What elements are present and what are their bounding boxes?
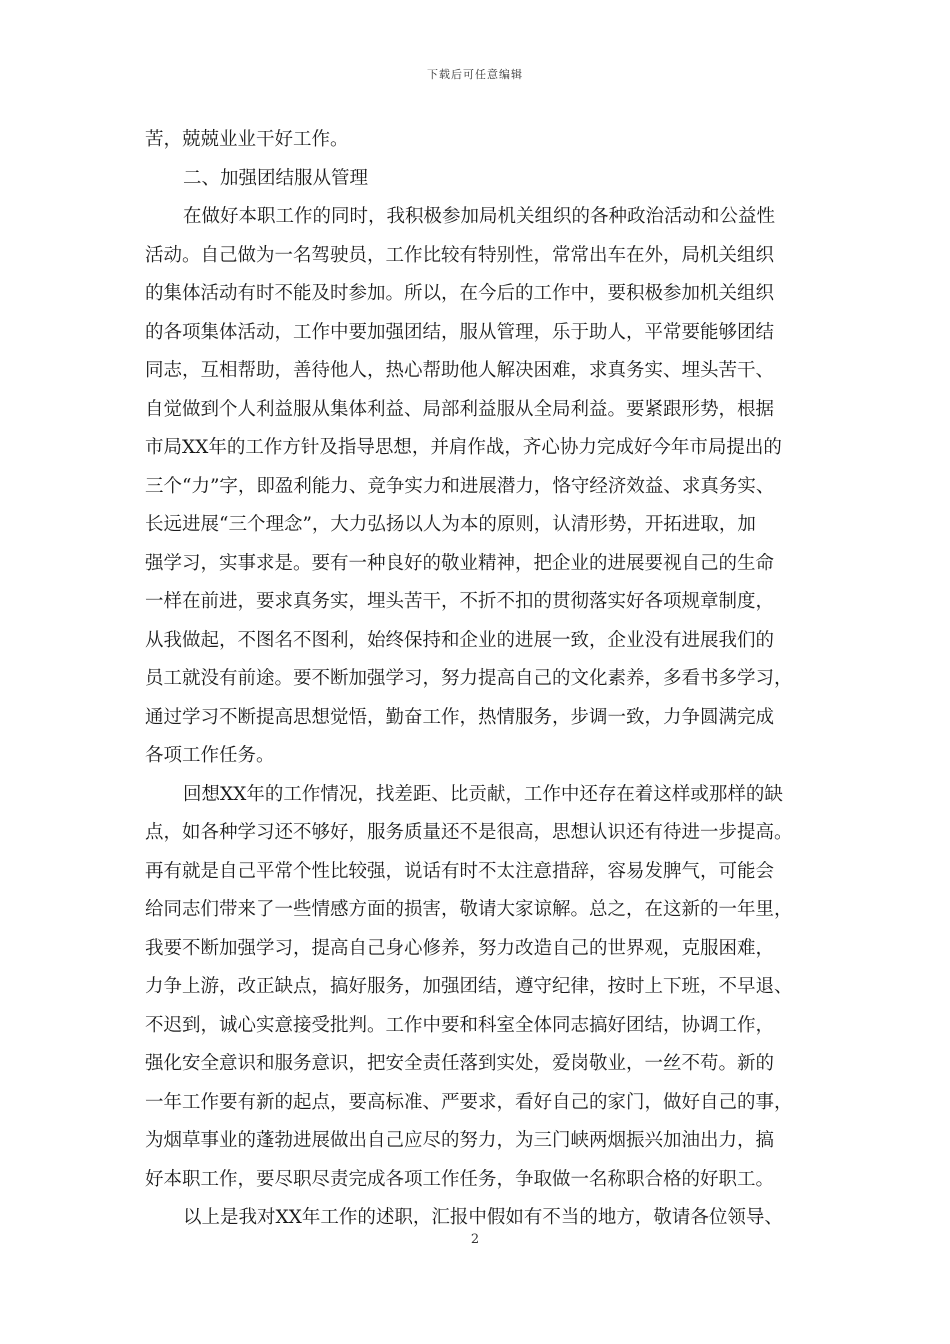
text-line: 强学习，实事求是。要有一种良好的敬业精神，把企业的进展要视自己的生命: [145, 552, 775, 574]
text-line: 不迟到，诚心实意接受批判。工作中要和科室全体同志搞好团结，协调工作，: [145, 1014, 775, 1036]
text-line: 的各项集体活动，工作中要加强团结，服从管理，乐于助人，平常要能够团结: [145, 321, 775, 343]
page-header: 下载后可任意编辑: [427, 68, 523, 81]
text-line: 在做好本职工作的同时，我积极参加局机关组织的各种政治活动和公益性: [183, 206, 776, 227]
section-heading: 二、加强团结服从管理: [183, 167, 369, 189]
text-line: 同志，互相帮助，善待他人，热心帮助他人解决困难，求真务实、埋头苦干、: [145, 360, 775, 381]
text-line: 力争上游，改正缺点，搞好服务，加强团结，遵守纪律，按时上下班，不早退、: [145, 976, 793, 997]
text-line: 回想XX年的工作情况，找差距、比贡献，工作中还存在着这样或那样的缺: [183, 783, 783, 805]
text-line: 通过学习不断提高思想觉悟，勤奋工作，热情服务，步调一致，力争圆满完成: [145, 706, 775, 728]
text-line: 市局XX年的工作方针及指导思想，并肩作战，齐心协力完成好今年市局提出的: [145, 437, 782, 458]
text-line: 给同志们带来了一些情感方面的损害，敬请大家谅解。总之，在这新的一年里，: [145, 899, 793, 920]
text-line: 员工就没有前途。要不断加强学习，努力提高自己的文化素养，多看书多学习，: [145, 668, 793, 689]
text-line: 再有就是自己平常个性比较强，说话有时不太注意措辞，容易发脾气，可能会: [145, 860, 775, 882]
document-body: [145, 121, 810, 1238]
text-line: 一样在前进，要求真务实，埋头苦干，不折不扣的贯彻落实好各项规章制度，: [145, 591, 775, 612]
text-line: 的集体活动有时不能及时参加。所以，在今后的工作中，要积极参加机关组织: [145, 283, 775, 304]
text-line: 活动。自己做为一名驾驶员，工作比较有特别性，常常出车在外，局机关组织: [145, 244, 775, 266]
text-line: 好本职工作，要尽职尽责完成各项工作任务，争取做一名称职合格的好职工。: [145, 1168, 775, 1190]
text-line: 三个“力”字，即盈利能力、竞争实力和进展潜力，恪守经济效益、求真务实、: [145, 475, 775, 497]
text-line: 一年工作要有新的起点，要高标准、严要求，看好自己的家门，做好自己的事，: [145, 1091, 793, 1113]
text-line: 为烟草事业的蓬勃进展做出自己应尽的努力，为三门峡两烟振兴加油出力，搞: [145, 1130, 775, 1151]
text-line: 点，如各种学习还不够好，服务质量还不是很高，思想认识还有待进一步提高。: [145, 822, 793, 843]
text-line: 强化安全意识和服务意识，把安全责任落到实处，爱岗敬业，一丝不苟。新的: [145, 1053, 775, 1074]
text-line: 各项工作任务。: [145, 745, 275, 766]
text-line: 以上是我对XX年工作的述职，汇报中假如有不当的地方，敬请各位领导、: [183, 1207, 783, 1228]
page-number: 2: [470, 1232, 480, 1247]
text-line: 从我做起，不图名不图利，始终保持和企业的进展一致，企业没有进展我们的: [145, 629, 775, 651]
text-line: 长远进展“三个理念”，大力弘扬以人为本的原则，认清形势，开拓进取，加: [145, 514, 756, 535]
text-line: 苦，兢兢业业干好工作。: [145, 129, 349, 150]
text-line: 我要不断加强学习，提高自己身心修养，努力改造自己的世界观，克服困难，: [145, 937, 775, 959]
text-line: 自觉做到个人利益服从集体利益、局部利益服从全局利益。要紧跟形势，根据: [145, 398, 775, 420]
